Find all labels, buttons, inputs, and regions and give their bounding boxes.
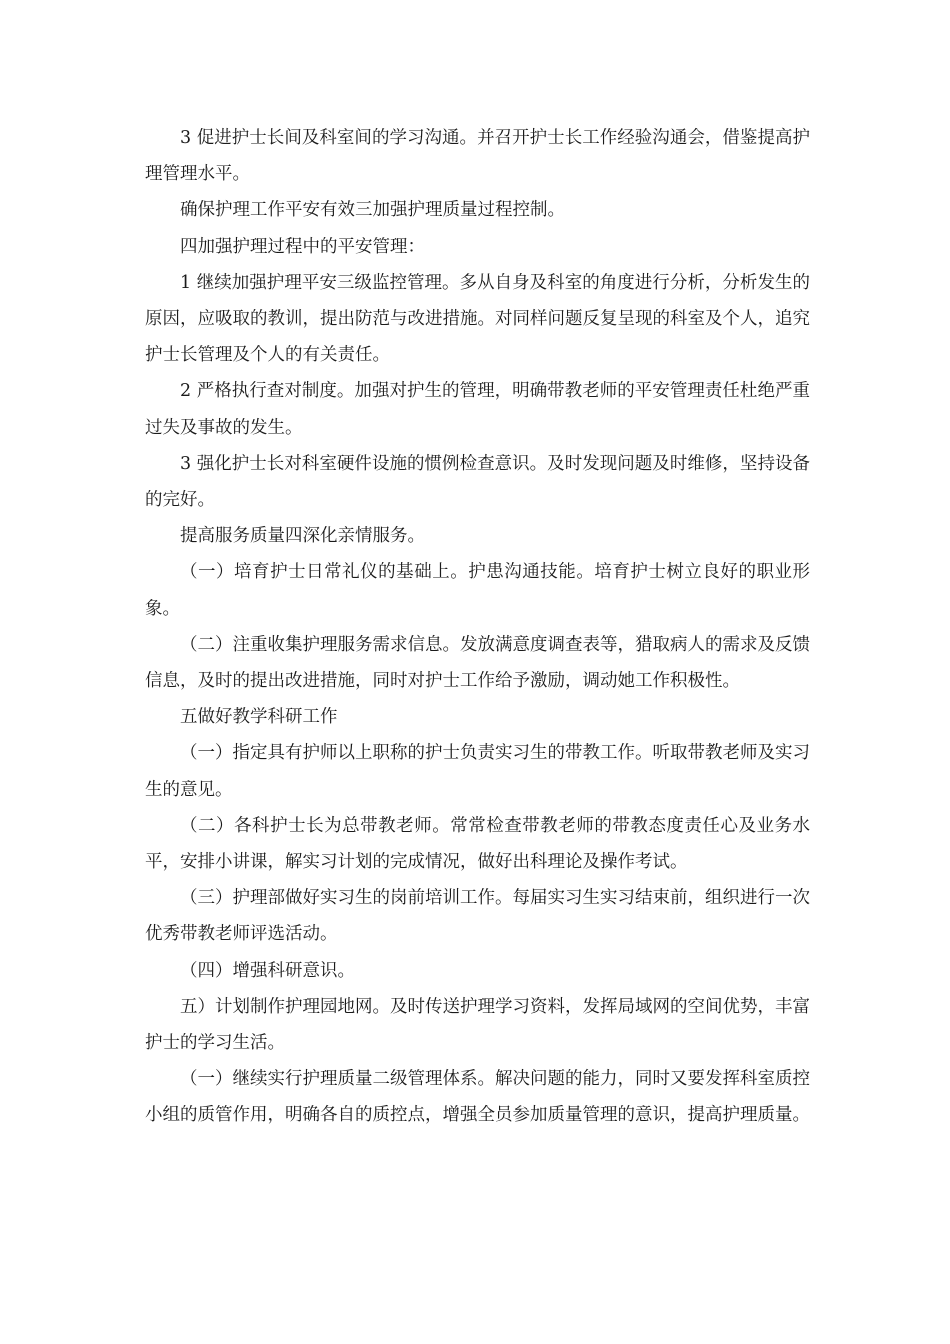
paragraph-12: （二）各科护士长为总带教老师。常常检查带教老师的带教态度责任心及业务水平，安排小讲课，解实习计划的完成情况，做好出科理论及操作考试。 [145,815,810,873]
paragraph-15: 五）计划制作护理园地网。及时传送护理学习资料，发挥局域网的空间优势，丰富护士的学习生活。 [145,996,810,1054]
paragraph-7: 提高服务质量四深化亲情服务。 [180,526,425,547]
paragraph-8: （一）培育护士日常礼仪的基础上。护患沟通技能。培育护士树立良好的职业形象。 [145,562,810,619]
paragraph-3: 四加强护理过程中的平安管理： [180,236,425,257]
paragraph-14: （四）增强科研意识。 [180,960,355,981]
paragraph-6: 3 强化护士长对科室硬件设施的惯例检查意识。及时发现问题及时维修，坚持设备的完好。 [145,453,810,511]
paragraph-1: 3 促进护士长间及科室间的学习沟通。并召开护士长工作经验沟通会，借鉴提高护理管理水平。 [145,128,810,185]
document-body [145,120,810,1134]
paragraph-5: 2 严格执行查对制度。加强对护生的管理，明确带教老师的平安管理责任杜绝严重过失及事故的发生。 [145,381,810,438]
paragraph-9: （二）注重收集护理服务需求信息。发放满意度调查表等，猎取病人的需求及反馈信息，及时的提出改进措施，同时对护士工作给予激励，调动她工作积极性。 [145,634,810,692]
paragraph-13: （三）护理部做好实习生的岗前培训工作。每届实习生实习结束前，组织进行一次优秀带教老师评选活动。 [145,888,810,945]
paragraph-4: 1 继续加强护理平安三级监控管理。多从自身及科室的角度进行分析，分析发生的原因，应吸取的教训，提出防范与改进措施。对同样问题反复呈现的科室及个人，追究护士长管理及个人的有关责任。 [145,272,810,366]
paragraph-10: 五做好教学科研工作 [180,707,338,728]
paragraph-2: 确保护理工作平安有效三加强护理质量过程控制。 [180,200,565,221]
paragraph-16: （一）继续实行护理质量二级管理体系。解决问题的能力，同时又要发挥科室质控小组的质管作用，明确各自的质控点，增强全员参加质量管理的意识，提高护理质量。 [145,1069,810,1126]
paragraph-11: （一）指定具有护师以上职称的护士负责实习生的带教工作。听取带教老师及实习生的意见。 [145,743,810,800]
